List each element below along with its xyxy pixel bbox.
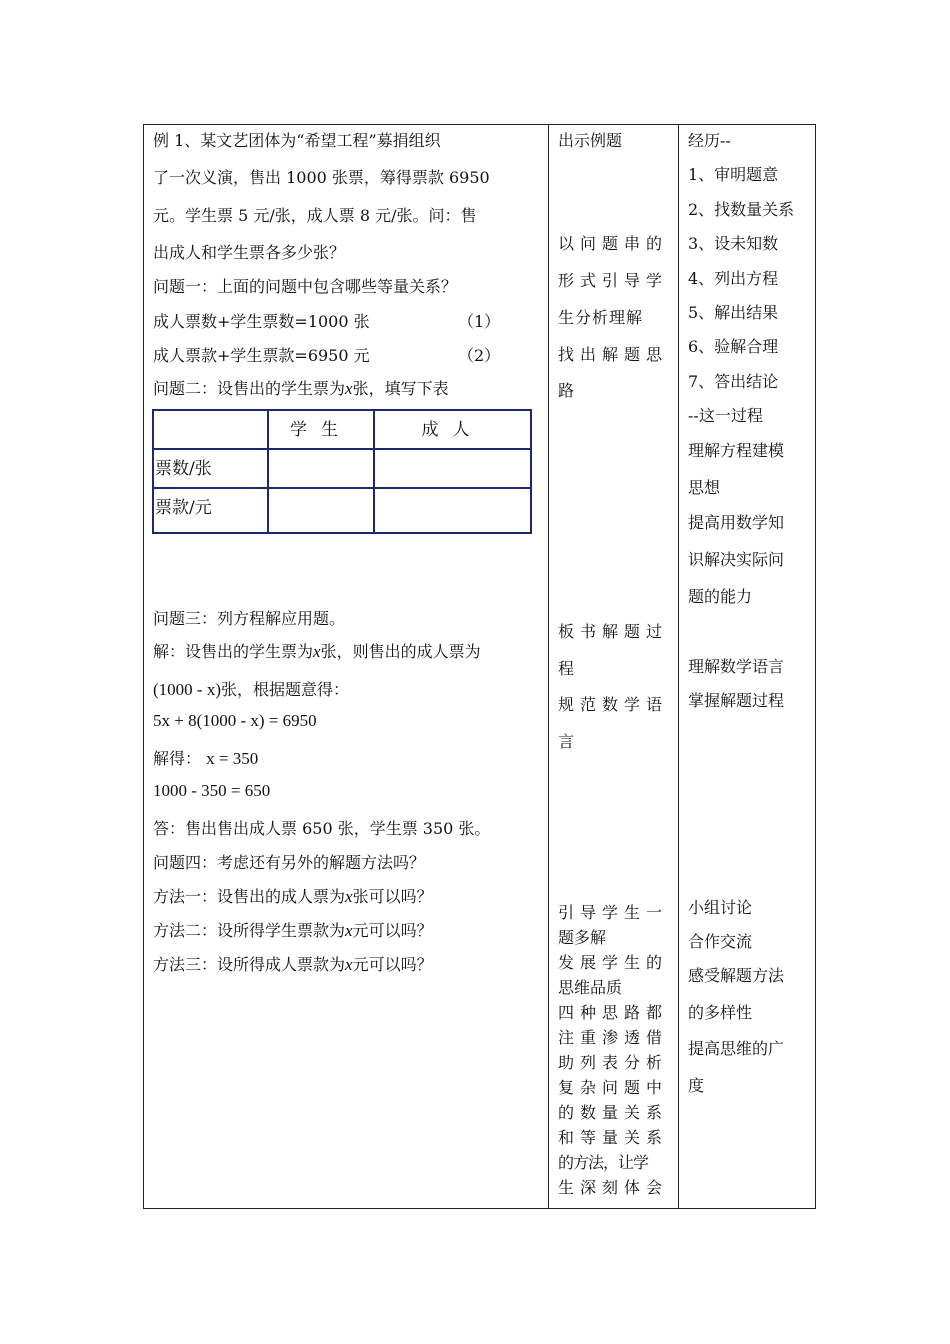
problem-text: 例 1、某文艺团体为“希望工程”募捐组织 bbox=[153, 131, 441, 150]
problem-text: 出成人和学生票各多少张？ bbox=[153, 243, 346, 262]
column-divider bbox=[548, 124, 549, 1209]
table-cell bbox=[268, 488, 374, 533]
table-cell bbox=[268, 449, 374, 488]
question-four: 问题四：考虑还有另外的解题方法吗？ bbox=[153, 853, 426, 872]
multi-solution-text: 复杂问题中 bbox=[558, 1078, 669, 1097]
calculation: 1000 - 350 = 650 bbox=[153, 781, 271, 800]
question-three: 问题三：列方程解应用题。 bbox=[153, 609, 346, 628]
process-text: 思想 bbox=[688, 478, 721, 497]
process-text: 经历-- bbox=[688, 131, 731, 150]
method-three: 方法三：设所得成人票款为x元可以吗？ bbox=[153, 955, 433, 974]
group-text: 度 bbox=[688, 1076, 705, 1095]
multi-solution-text: 四种思路都 bbox=[558, 1003, 669, 1022]
group-text: 感受解题方法 bbox=[688, 966, 785, 985]
group-text: 小组讨论 bbox=[688, 898, 753, 917]
group-text: 提高思维的广 bbox=[688, 1039, 785, 1058]
table-row bbox=[153, 488, 531, 533]
board-text: 板书解题过 bbox=[558, 622, 669, 641]
language-text: 理解数学语言 bbox=[688, 657, 785, 676]
table-row-label: 票款/元 bbox=[153, 488, 268, 533]
board-text: 规范数学语 bbox=[558, 695, 669, 714]
table-cell bbox=[374, 488, 531, 533]
answer: 答：售出售出成人票 650 张，学生票 350 张。 bbox=[153, 819, 491, 838]
process-step: 5、解出结果 bbox=[688, 303, 779, 322]
process-step: 7、答出结论 bbox=[688, 372, 779, 391]
process-text: 识解决实际问 bbox=[688, 550, 785, 569]
language-text: 掌握解题过程 bbox=[688, 691, 785, 710]
multi-solution-text: 思维品质 bbox=[558, 978, 623, 997]
multi-solution-text: 的方法，让学 bbox=[558, 1153, 649, 1172]
process-step: 2、找数量关系 bbox=[688, 200, 795, 219]
table-header-cell: 成人 bbox=[374, 410, 531, 449]
solution-line: 解：设售出的学生票为x张，则售出的成人票为 bbox=[153, 642, 481, 661]
process-text: 理解方程建模 bbox=[688, 441, 785, 460]
show-example-text: 出示例题 bbox=[558, 131, 623, 150]
equation-one: 成人票数+学生票数=1000 张 bbox=[153, 312, 370, 331]
guide-text: 找出解题思 bbox=[558, 345, 669, 364]
table-cell bbox=[374, 449, 531, 488]
equation-two-number: （2） bbox=[458, 346, 501, 365]
guide-text: 形式引导学 bbox=[558, 271, 669, 290]
question-two: 问题二：设售出的学生票为x张，填写下表 bbox=[153, 379, 449, 398]
solution-line: (1000 - x)张，根据题意得： bbox=[153, 680, 349, 699]
method-one: 方法一：设售出的成人票为x张可以吗？ bbox=[153, 887, 433, 906]
multi-solution-text: 助列表分析 bbox=[558, 1053, 669, 1072]
guide-text: 路 bbox=[558, 381, 575, 400]
process-step: 1、审明题意 bbox=[688, 165, 779, 184]
board-text: 程 bbox=[558, 659, 575, 678]
guide-text: 以问题串的 bbox=[558, 234, 669, 253]
problem-text: 元。学生票 5 元/张，成人票 8 元/张。问：售 bbox=[153, 206, 477, 225]
column-divider bbox=[678, 124, 679, 1209]
equation-one-number: （1） bbox=[458, 312, 501, 331]
multi-solution-text: 生深刻体会 bbox=[558, 1178, 669, 1197]
multi-solution-text: 注重渗透借 bbox=[558, 1028, 669, 1047]
fill-in-table bbox=[152, 409, 532, 534]
solved-line: 解得： x = 350 bbox=[153, 749, 259, 768]
question-one: 问题一：上面的问题中包含哪些等量关系？ bbox=[153, 277, 458, 296]
process-step: 6、验解合理 bbox=[688, 337, 779, 356]
process-step: 4、列出方程 bbox=[688, 269, 779, 288]
process-text: 题的能力 bbox=[688, 587, 753, 606]
multi-solution-text: 题多解 bbox=[558, 928, 607, 947]
table-header-cell bbox=[153, 410, 268, 449]
guide-text: 生分析理解 bbox=[558, 308, 644, 327]
group-text: 合作交流 bbox=[688, 932, 753, 951]
problem-text: 了一次义演，售出 1000 张票，筹得票款 6950 bbox=[153, 168, 490, 187]
table-row-label: 票数/张 bbox=[153, 449, 268, 488]
method-two: 方法二：设所得学生票款为x元可以吗？ bbox=[153, 921, 433, 940]
table-header-cell: 学生 bbox=[268, 410, 374, 449]
process-text: 提高用数学知 bbox=[688, 513, 785, 532]
multi-solution-text: 发展学生的 bbox=[558, 953, 669, 972]
process-text: --这一过程 bbox=[688, 406, 763, 425]
multi-solution-text: 引导学生一 bbox=[558, 903, 669, 922]
table-row bbox=[153, 449, 531, 488]
multi-solution-text: 的数量关系 bbox=[558, 1103, 669, 1122]
equation-two: 成人票款+学生票款=6950 元 bbox=[153, 346, 370, 365]
equation: 5x + 8(1000 - x) = 6950 bbox=[153, 711, 317, 730]
group-text: 的多样性 bbox=[688, 1003, 753, 1022]
process-step: 3、设未知数 bbox=[688, 234, 779, 253]
board-text: 言 bbox=[558, 732, 575, 751]
multi-solution-text: 和等量关系 bbox=[558, 1128, 669, 1147]
